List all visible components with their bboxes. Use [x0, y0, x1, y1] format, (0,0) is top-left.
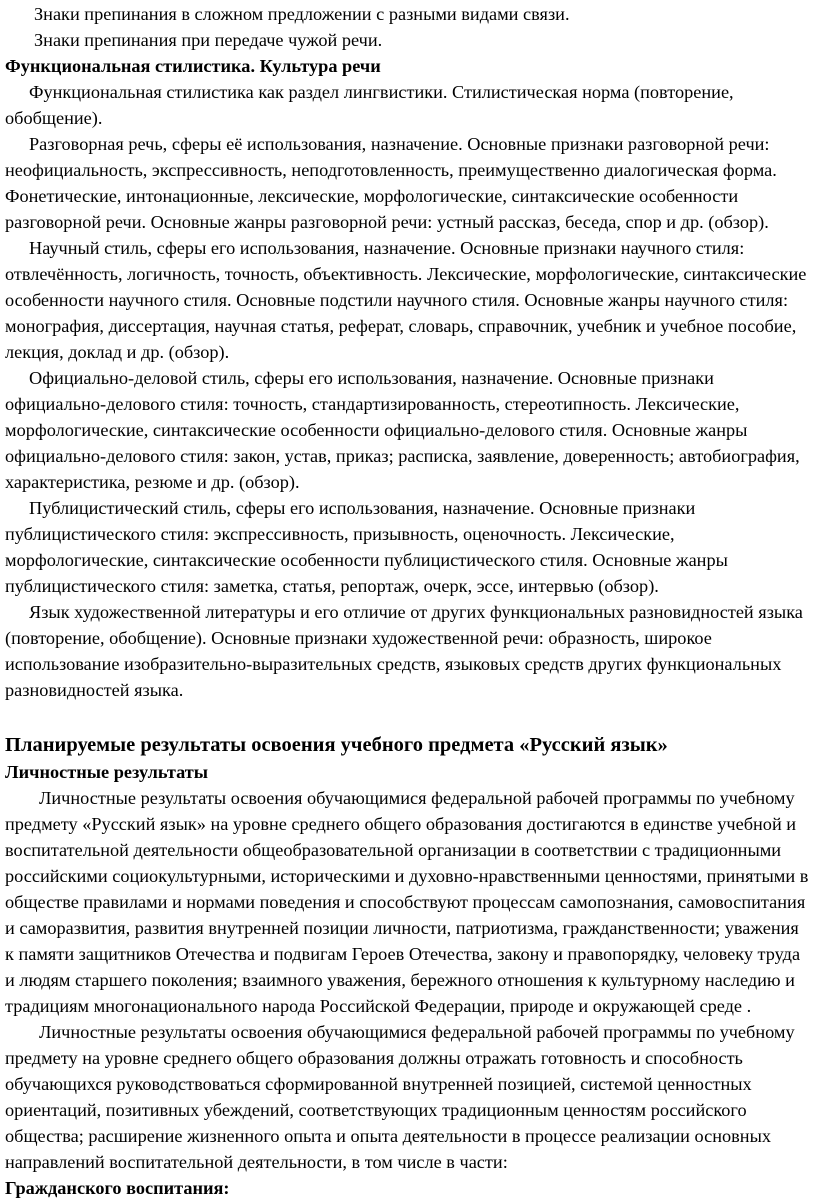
- paragraph-colloquial-speech: Разговорная речь, сферы её использования, назначение. Основные признаки разговорной речи: неофициальность, экспрессивность, неподготовленность, преимущественно диалогическая форма. Фонетические, интонационные, лексические, морфологические, синтаксические особенности разговорной речи. Основные жанры разговорной речи: устный рассказ, беседа, спор и др. (обзор).: [5, 134, 777, 232]
- paragraph-punctuation-complex: Знаки препинания в сложном предложении с разными видами связи.: [34, 4, 570, 24]
- section-heading-functional-stylistics: Функциональная стилистика. Культура речи: [5, 56, 381, 76]
- subheading-personal-results: Личностные результаты: [5, 762, 209, 782]
- paragraph-personal-results-2: Личностные результаты освоения обучающимися федеральной рабочей программы по учебному предмету на уровне среднего общего образования должны отражать готовность и способность обучающихся руководствоваться сформированной внутренней позицией, системой ценностных ориентаций, позитивных убеждений, соответствующих традиционным ценностям российского общества; расширение жизненного опыта и опыта деятельности в процессе реализации основных направлений воспитательной деятельности, в том числе в части:: [5, 1022, 795, 1172]
- paragraph-journalistic-style: Публицистический стиль, сферы его использования, назначение. Основные признаки публицистического стиля: экспрессивность, призывность, оценочность. Лексические, морфологические, синтаксические особенности публицистического стиля. Основные жанры публицистического стиля: заметка, статья, репортаж, очерк, эссе, интервью (обзор).: [5, 498, 728, 596]
- paragraph-scientific-style: Научный стиль, сферы его использования, назначение. Основные признаки научного стиля: отвлечённость, логичность, точность, объективность. Лексические, морфологические, синтаксические особенности научного стиля. Основные подстили научного стиля. Основные жанры научного стиля: монография, диссертация, научная статья, реферат, словарь, справочник, учебник и учебное пособие, лекция, доклад и др. (обзор).: [5, 238, 807, 362]
- subheading-civic-education: Гражданского воспитания:: [5, 1178, 230, 1198]
- paragraph-official-business-style: Официально-деловой стиль, сферы его использования, назначение. Основные признаки официально-делового стиля: точность, стандартизированность, стереотипность. Лексические, морфологические, синтаксические особенности официально-делового стиля. Основные жанры официально-делового стиля: закон, устав, приказ; расписка, заявление, доверенность; автобиография, характеристика, резюме и др. (обзор).: [5, 368, 800, 492]
- paragraph-functional-stylistics: Функциональная стилистика как раздел лингвистики. Стилистическая норма (повторение, обобщение).: [5, 82, 734, 128]
- paragraph-literary-language: Язык художественной литературы и его отличие от других функциональных разновидностей языка (повторение, обобщение). Основные признаки художественной речи: образность, широкое использование изобразительно-выразительных средств, языковых средств других функциональных разновидностей языка.: [5, 602, 803, 700]
- section-heading-planned-results: Планируемые результаты освоения учебного предмета «Русский язык»: [5, 734, 668, 756]
- paragraph-punctuation-speech: Знаки препинания при передаче чужой речи.: [34, 30, 383, 50]
- paragraph-personal-results-1: Личностные результаты освоения обучающимися федеральной рабочей программы по учебному предмету «Русский язык» на уровне среднего общего образования достигаются в единстве учебной и воспитательной деятельности общеобразовательной организации в соответствии с традиционными российскими социокультурными, историческими и духовно-нравственными ценностями, принятыми в обществе правилами и нормами поведения и способствуют процессам самопознания, самовоспитания и саморазвития, развития внутренней позиции личности, патриотизма, гражданственности; уважения к памяти защитников Отечества и подвигам Героев Отечества, закону и правопорядку, человеку труда и людям старшего поколения; взаимного уважения, бережного отношения к культурному наследию и традициям многонационального народа Российской Федерации, природе и окружающей среде .: [5, 788, 809, 1016]
